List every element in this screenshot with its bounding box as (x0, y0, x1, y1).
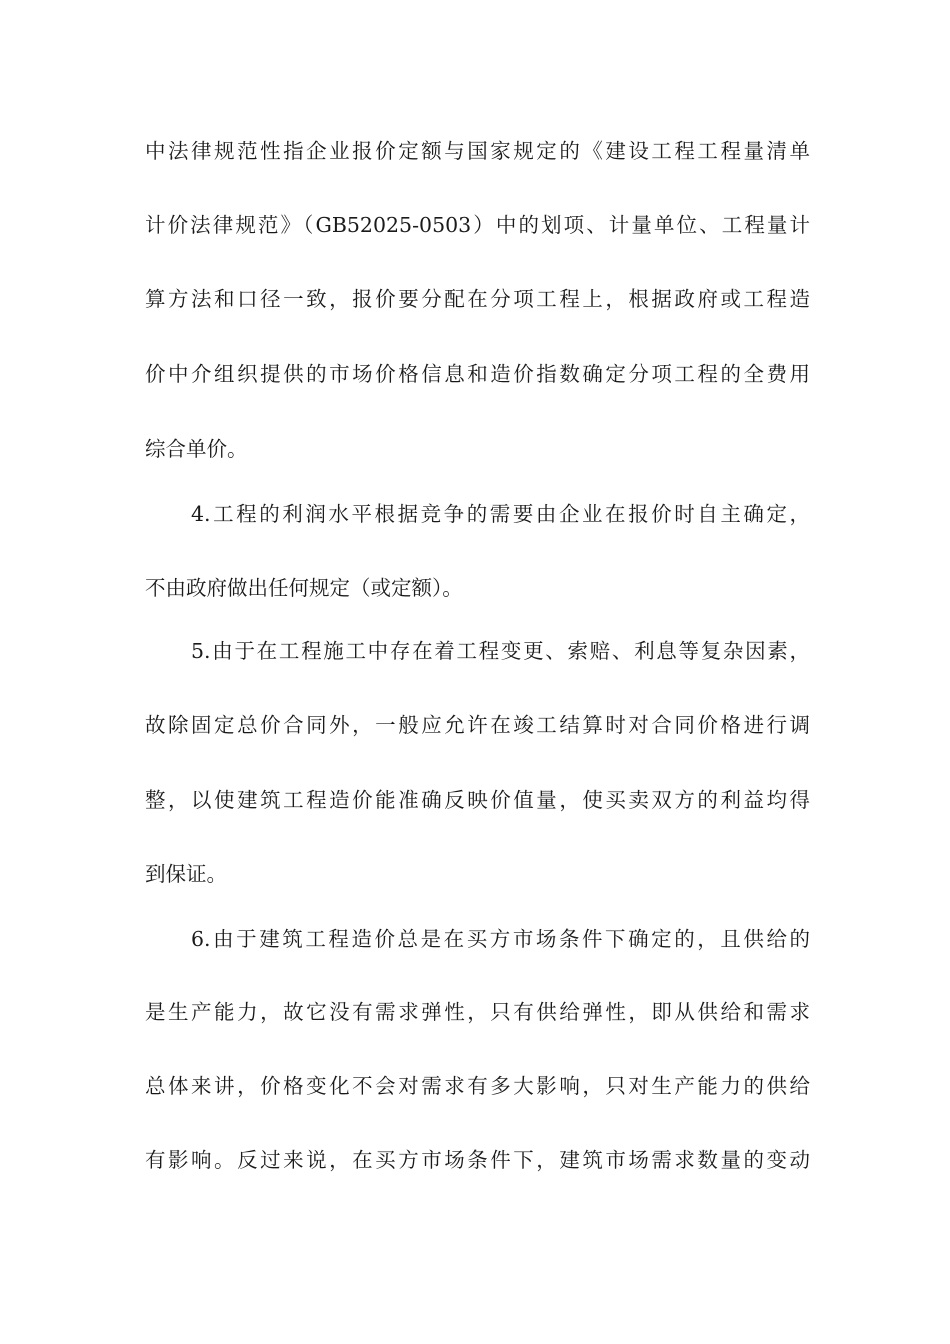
paragraph-line: 有影响。反过来说，在买方市场条件下，建筑市场需求数量的变动 (145, 1148, 810, 1172)
paragraph-line: 价中介组织提供的市场价格信息和造价指数确定分项工程的全费用 (145, 362, 810, 386)
paragraph-line: 计价法律规范》（GB52025-0503）中的划项、计量单位、工程量计 (145, 213, 810, 237)
paragraph-line: 6.由于建筑工程造价总是在买方市场条件下确定的，且供给的 (191, 927, 810, 951)
paragraph-line: 综合单价。 (145, 437, 248, 461)
paragraph-line: 到保证。 (145, 862, 227, 886)
paragraph-line: 故除固定总价合同外，一般应允许在竣工结算时对合同价格进行调 (145, 713, 810, 737)
paragraph-line: 算方法和口径一致，报价要分配在分项工程上，根据政府或工程造 (145, 287, 810, 311)
paragraph-line: 5.由于在工程施工中存在着工程变更、索赔、利息等复杂因素， (191, 639, 810, 663)
paragraph-line: 中法律规范性指企业报价定额与国家规定的《建设工程工程量清单 (145, 139, 810, 163)
paragraph-line: 4.工程的利润水平根据竞争的需要由企业在报价时自主确定， (191, 502, 810, 526)
paragraph-line: 不由政府做出任何规定（或定额）。 (145, 576, 463, 600)
paragraph-line: 总体来讲，价格变化不会对需求有多大影响，只对生产能力的供给 (145, 1074, 810, 1098)
paragraph-line: 是生产能力，故它没有需求弹性，只有供给弹性，即从供给和需求 (145, 1000, 810, 1024)
paragraph-line: 整，以使建筑工程造价能准确反映价值量，使买卖双方的利益均得 (145, 788, 810, 812)
